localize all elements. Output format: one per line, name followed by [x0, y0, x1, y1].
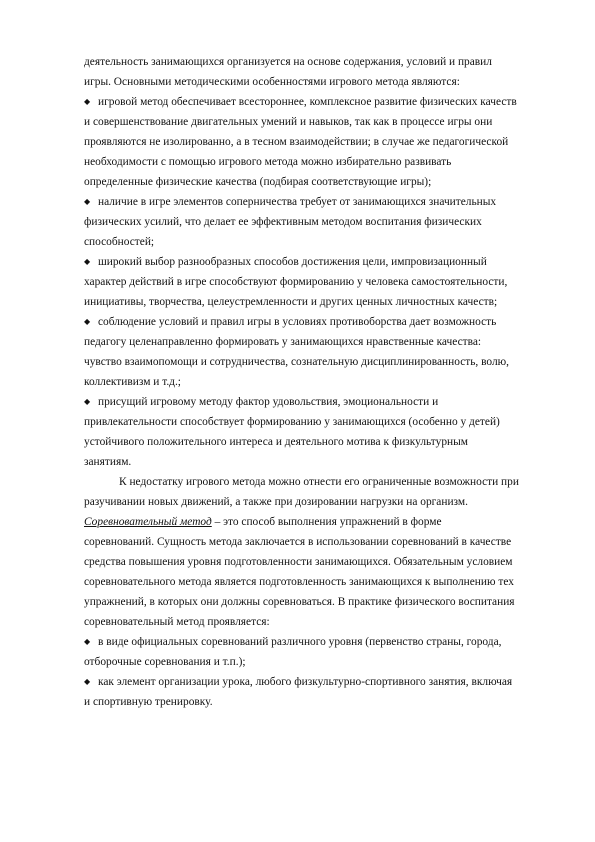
- bullet-icon: ◆: [84, 677, 91, 686]
- line-text: инициативы, творчества, целеустремленности и других ценных личностных качеств;: [84, 296, 498, 308]
- text-line: [84, 552, 544, 572]
- line-text: наличие в игре элементов соперничества требует от занимающихся значительных: [98, 196, 497, 208]
- line-text: соблюдение условий и правил игры в условиях противоборства дает возможность: [98, 316, 497, 328]
- line-text: коллективизм и т.д.;: [84, 376, 181, 388]
- line-text: в виде официальных соревнований различного уровня (первенство страны, города,: [98, 636, 502, 648]
- text-line: [84, 612, 544, 632]
- text-line: [84, 272, 544, 292]
- text-line: [84, 292, 544, 312]
- bullet-line: [84, 252, 544, 272]
- line-text: соревновательного метода является подготовленность занимающихся к выполнению тех: [84, 576, 514, 588]
- document-page: [84, 52, 544, 712]
- line-text: занятиям.: [84, 456, 132, 468]
- line-text: определенные физические качества (подбирая соответствующие игры);: [84, 176, 432, 188]
- defined-term: Соревновательный метод: [84, 516, 212, 528]
- line-text: К недостатку игрового метода можно отнести его ограниченные возможности при: [119, 476, 519, 488]
- line-text: игры. Основными методическими особенностями игрового метода являются:: [84, 76, 460, 88]
- text-line: [84, 652, 544, 672]
- bullet-line: [84, 632, 544, 652]
- line-text: и спортивную тренировку.: [84, 696, 213, 708]
- line-text: проявляются не изолированно, а в тесном взаимодействии; в случае же педагогической: [84, 136, 509, 148]
- bullet-icon: ◆: [84, 637, 91, 646]
- line-text: педагогу целенаправленно формировать у занимающихся нравственные качества:: [84, 336, 482, 348]
- bullet-line: [84, 672, 544, 692]
- text-line: [84, 692, 544, 712]
- text-line: [84, 52, 544, 72]
- line-text: привлекательности способствует формированию у занимающихся (особенно у детей): [84, 416, 500, 428]
- text-line: [84, 372, 544, 392]
- text-line: [84, 152, 544, 172]
- line-text: устойчивого положительного интереса и деятельного мотива к физкультурным: [84, 436, 468, 448]
- text-line: [84, 452, 544, 472]
- document-body: [84, 52, 544, 712]
- line-text: характер действий в игре способствуют формированию у человека самостоятельности,: [84, 276, 508, 288]
- bullet-line: [84, 312, 544, 332]
- text-line: [84, 72, 544, 92]
- text-line: [84, 172, 544, 192]
- text-line: [84, 472, 544, 492]
- line-text: необходимости с помощью игрового метода можно избирательно развивать: [84, 156, 452, 168]
- bullet-line: [84, 92, 544, 112]
- bullet-line: [84, 392, 544, 412]
- bullet-icon: ◆: [84, 397, 91, 406]
- text-line: [84, 532, 544, 552]
- text-line: [84, 112, 544, 132]
- text-line: [84, 592, 544, 612]
- text-line: [84, 492, 544, 512]
- line-text: широкий выбор разнообразных способов достижения цели, импровизационный: [98, 256, 487, 268]
- text-line: [84, 352, 544, 372]
- text-line: [84, 432, 544, 452]
- line-text: деятельность занимающихся организуется на основе содержания, условий и правил: [84, 56, 492, 68]
- text-line: [84, 512, 544, 532]
- bullet-icon: ◆: [84, 197, 91, 206]
- text-line: [84, 412, 544, 432]
- text-line: [84, 132, 544, 152]
- bullet-icon: ◆: [84, 97, 91, 106]
- line-text: – это способ выполнения упражнений в форме: [211, 516, 442, 528]
- text-line: [84, 332, 544, 352]
- line-text: физических усилий, что делает ее эффективным методом воспитания физических: [84, 216, 482, 228]
- line-text: средства повышения уровня подготовленности занимающихся. Обязательным условием: [84, 556, 513, 568]
- line-text: соревнований. Сущность метода заключается в использовании соревнований в качестве: [84, 536, 512, 548]
- text-line: [84, 572, 544, 592]
- line-text: и совершенствование двигательных умений и навыков, так как в процессе игры они: [84, 116, 493, 128]
- line-text: чувство взаимопомощи и сотрудничества, сознательную дисциплинированность, волю,: [84, 356, 510, 368]
- bullet-icon: ◆: [84, 257, 91, 266]
- line-text: разучивании новых движений, а также при дозировании нагрузки на организм.: [84, 496, 468, 508]
- text-line: [84, 232, 544, 252]
- line-text: способностей;: [84, 236, 155, 248]
- line-text: соревновательный метод проявляется:: [84, 616, 270, 628]
- bullet-icon: ◆: [84, 317, 91, 326]
- line-text: игровой метод обеспечивает всестороннее, комплексное развитие физических качеств: [98, 96, 517, 108]
- line-text: отборочные соревнования и т.п.);: [84, 656, 246, 668]
- line-text: присущий игровому методу фактор удовольствия, эмоциональности и: [98, 396, 439, 408]
- text-line: [84, 212, 544, 232]
- line-text: упражнений, в которых они должны соревноваться. В практике физического воспитания: [84, 596, 515, 608]
- line-text: как элемент организации урока, любого физкультурно-спортивного занятия, включая: [98, 676, 513, 688]
- bullet-line: [84, 192, 544, 212]
